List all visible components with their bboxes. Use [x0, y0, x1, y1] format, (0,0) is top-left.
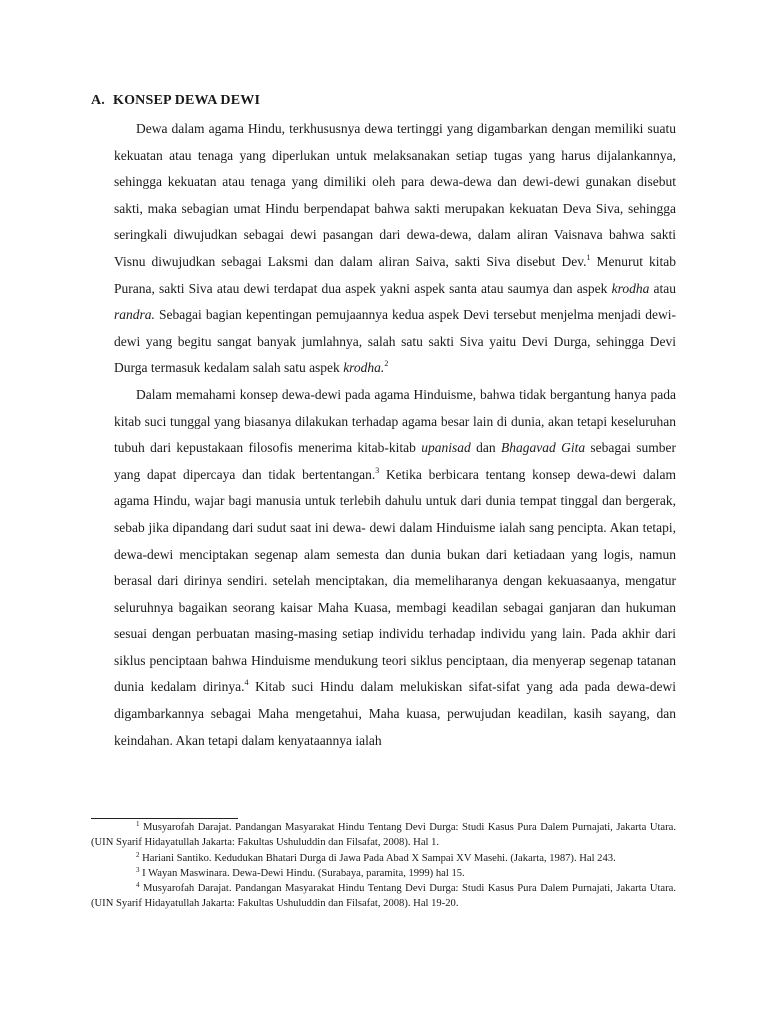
italic-term: krodha	[611, 280, 650, 296]
footnote-ref[interactable]: 3	[375, 465, 380, 475]
footnote-separator	[91, 818, 238, 819]
footnote-text: Musyarofah Darajat. Pandangan Masyarakat Hindu Tentang Devi Durga: Studi Kasus Pura Dalem Purnajati, Jakarta Utara. (UIN Syarif Hidayatullah Jakarta: Fakultas Ushuluddin dan Filsafat, 2008). Hal 1.	[91, 822, 676, 849]
italic-term: upanisad	[421, 440, 471, 456]
italic-term: randra.	[114, 307, 155, 323]
footnote-text: I Wayan Maswinara. Dewa-Dewi Hindu. (Surabaya, paramita, 1999) hal 15.	[139, 867, 465, 879]
footnote	[91, 820, 676, 851]
paragraph	[114, 382, 676, 754]
italic-term: krodha.	[343, 360, 385, 376]
section-heading	[91, 93, 260, 109]
footnote	[91, 866, 676, 881]
footnote	[91, 851, 676, 866]
text-run: Dalam memahami konsep dewa-dewi pada agama Hinduisme, bahwa tidak bergantung hanya pada kitab suci tunggal yang biasanya dilakukan terhadap agama besar lain di dunia, akan tetapi keseluruhan tubuh dari kepustakaan filosofis menerima kitab-kitab	[114, 386, 676, 456]
body-text	[114, 116, 676, 754]
text-run: Dewa dalam agama Hindu, terkhususnya dewa tertinggi yang digambarkan dengan memiliki suatu kekuatan atau tenaga yang diperlukan untuk melaksanakan setiap tugas yang harus dijalankannya, sehingga kekuatan atau tenaga yang dimiliki oleh para dewa-dewa dan dewi-dewi gunakan disebut sakti, maka sebagian umat Hindu berpendapat bahwa sakti merupakan kekuatan Deva Siva, sehingga seringkali diwujudkan sebagai dewi pasangan dari dewa-dewa, dalam aliran Vaisnava bahwa sakti Visnu diwujudkan sebagai Laksmi dan dalam aliran Saiva, sakti Siva disebut Dev.	[114, 121, 676, 269]
section-number: A.	[91, 93, 106, 108]
text-run: Ketika berbicara tentang konsep dewa-dewi dalam agama Hindu, wajar bagi manusia untuk terlebih dahulu untuk dari dunia tempat tinggal dan bergerak, sebab jika dipandang dari sudut saat ini dewa- dewi dalam Hinduisme ialah sang pencipta. Akan tetapi, dewa-dewi menciptakan segenap alam semesta dan dunia bukan dari ketiadaan yang logis, namun berasal dari dirinya sendiri. setelah menciptakan, dia memeliharanya dengan kekuasaanya, mengatur seluruhnya bagaikan seorang kaisar Maha Kuasa, membagi keadilan sebagai ganjaran dan hukuman sesuai dengan perbuatan masing-masing setiap individu terhadap individu yang lain. Pada akhir dari siklus penciptaan bahwa Hinduisme mendukung teori siklus penciptaan, dia menyerap segenap tatanan dunia kedalam dirinya.	[114, 466, 676, 695]
footnote-number: 4	[136, 881, 140, 890]
footnote-ref[interactable]: 4	[244, 678, 249, 688]
section-title: KONSEP DEWA DEWI	[113, 93, 261, 108]
footnote-text: Hariani Santiko. Kedudukan Bhatari Durga di Jawa Pada Abad X Sampai XV Masehi. (Jakarta, 1987). Hal 243.	[139, 852, 616, 864]
text-run: Menurut kitab Purana, sakti Siva atau dewi terdapat dua aspek yakni aspek santa atau saumya dan aspek	[114, 253, 676, 296]
italic-term: Bhagavad Gita	[500, 440, 586, 456]
footnote-number: 2	[136, 850, 140, 859]
text-run: Kitab suci Hindu dalam melukiskan sifat-sifat yang ada pada dewa-dewi digambarkannya sebagai Maha mengetahui, Maha kuasa, perwujudan keadilan, kasih sayang, dan keindahan. Akan tetapi dalam kenyataannya ialah	[114, 679, 676, 748]
text-run: atau	[649, 280, 676, 296]
footnote-number: 3	[136, 865, 140, 874]
footnote-number: 1	[136, 820, 140, 828]
text-run: sebagai sumber yang dapat dipercaya dan tidak bertentangan.	[114, 440, 676, 482]
footnote	[91, 881, 676, 912]
text-run: dan	[470, 440, 501, 456]
footnote-text: Musyarofah Darajat. Pandangan Masyarakat Hindu Tentang Devi Durga: Studi Kasus Pura Dalem Purnajati, Jakarta Utara. (UIN Syarif Hidayatullah Jakarta: Fakultas Ushuluddin dan Filsafat, 2008). Hal 19-20.	[91, 883, 676, 910]
paragraph	[114, 116, 676, 382]
footnote-ref[interactable]: 1	[586, 252, 591, 262]
footnote-ref[interactable]: 2	[384, 359, 389, 369]
text-run: Sebagai bagian kepentingan pemujaannya kedua aspek Devi tersebut menjelma menjadi dewi-dewi yang begitu sangat banyak jumlahnya, salah satu sakti Siva yaitu Devi Durga, sehingga Devi Durga termasuk kedalam salah satu aspek	[114, 307, 676, 376]
footnotes	[91, 820, 676, 912]
